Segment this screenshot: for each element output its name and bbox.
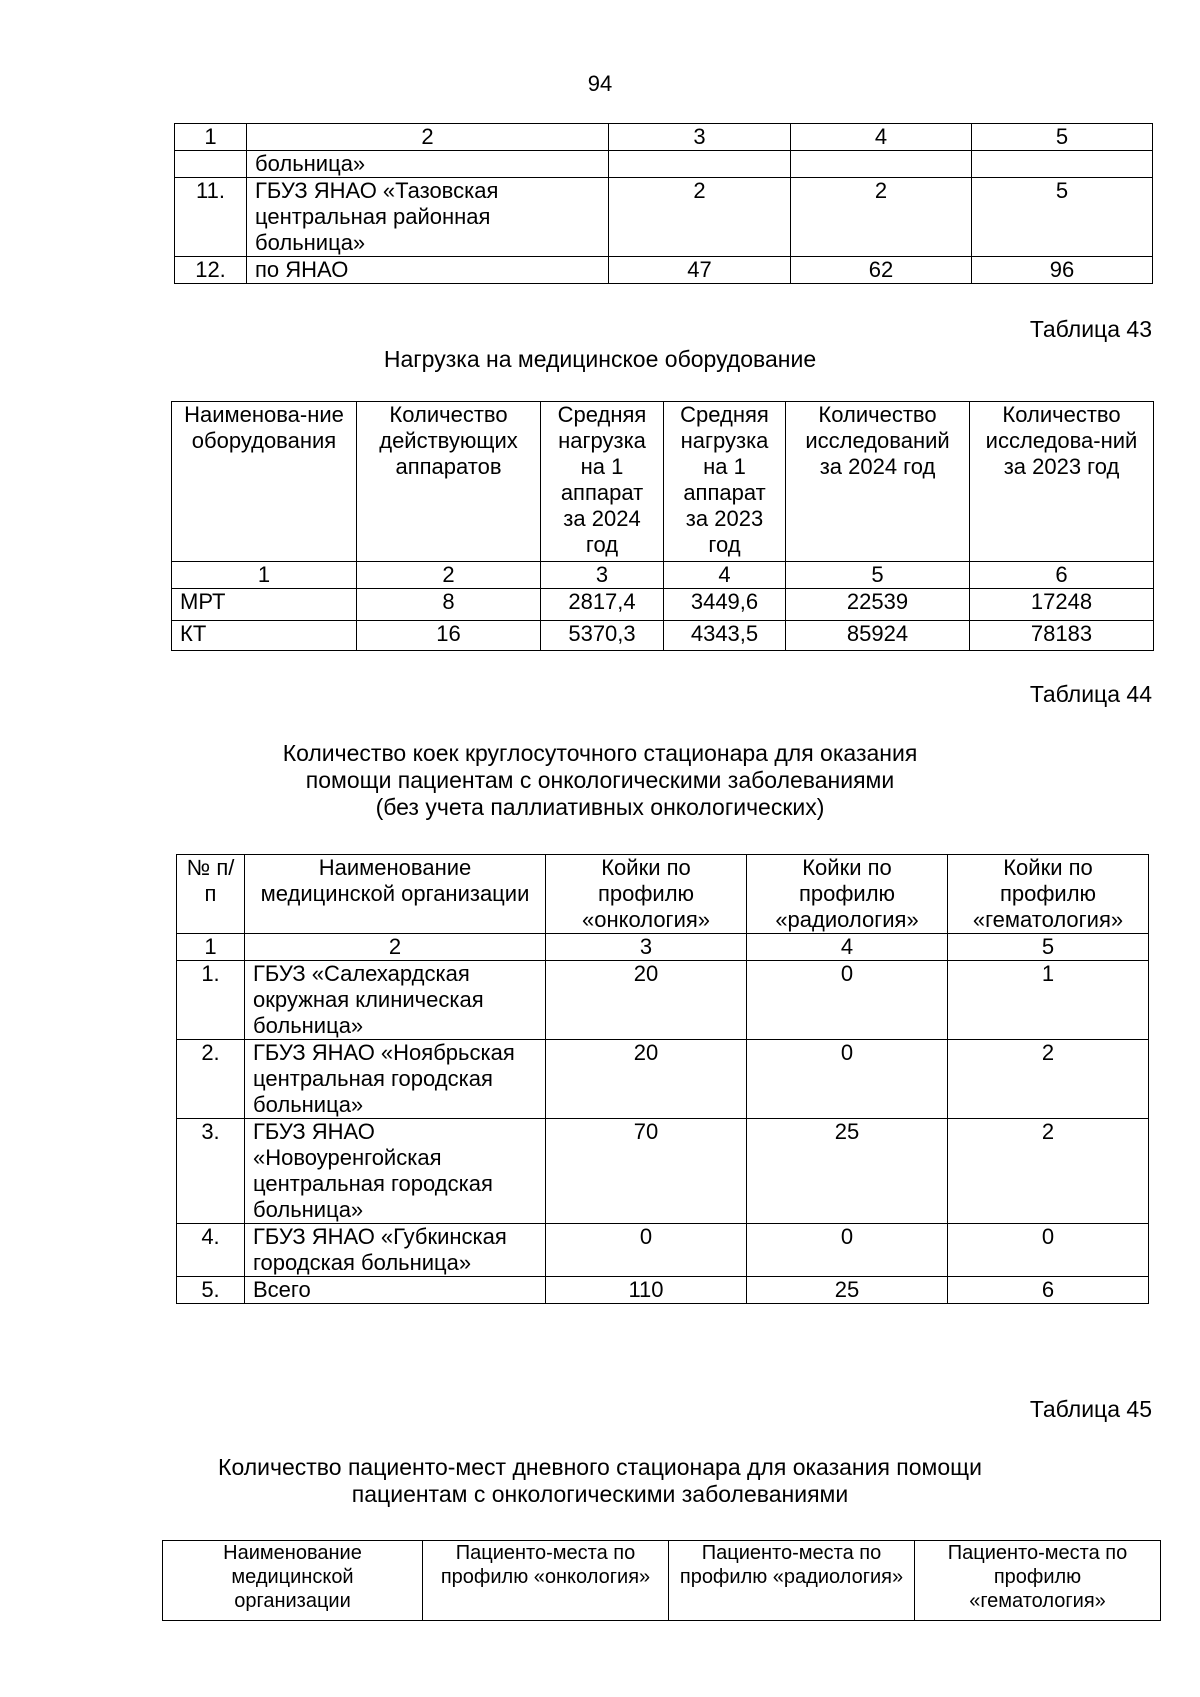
header-cell: Койки по профилю «радиология» [747,855,948,934]
table-cell: 2 [609,178,791,257]
header-cell: Пациенто-места по профилю «онкология» [423,1541,669,1621]
table-cell: МРТ [172,589,357,621]
table-row [172,621,1154,651]
table-row [177,855,1149,934]
table-cell: 2 [245,934,546,961]
table-row [177,1119,1149,1224]
table-cell: 2 [948,1040,1149,1119]
table-row [177,961,1149,1040]
table-row [177,1040,1149,1119]
table-cell: больница» [247,151,609,178]
header-cell: 3 [609,124,791,151]
table-cell: 5370,3 [541,621,664,651]
table-cell: 0 [948,1224,1149,1277]
table-row [172,589,1154,621]
table-cell: ГБУЗ ЯНАО «Тазовская центральная районная больница» [247,178,609,257]
header-cell: Наименование медицинской организации [245,855,546,934]
table-cell: 17248 [970,589,1154,621]
table-cell: 70 [546,1119,747,1224]
table-continuation [174,123,1153,284]
table-cell [791,151,972,178]
table-45 [162,1540,1161,1621]
table-cell: 11. [175,178,247,257]
table-row [175,124,1153,151]
table-cell: 1 [172,562,357,589]
title-line: (без учета паллиативных онкологических) [375,794,825,820]
header-cell: 5 [972,124,1153,151]
table-cell: КТ [172,621,357,651]
table-cell: 22539 [786,589,970,621]
table-cell: 5 [948,934,1149,961]
table-row [175,178,1153,257]
table-43-label: Таблица 43 [1029,316,1152,342]
table-cell: 0 [747,961,948,1040]
table-row [163,1541,1161,1621]
table-cell: 6 [948,1277,1149,1304]
table-cell: 2 [357,562,541,589]
table-cell: ГБУЗ ЯНАО «Ноябрьская центральная городская больница» [245,1040,546,1119]
table-cell: 2. [177,1040,245,1119]
table-row [177,1224,1149,1277]
table-cell: 20 [546,961,747,1040]
table-cell: 96 [972,257,1153,284]
table-cell: 5. [177,1277,245,1304]
table-cell: 85924 [786,621,970,651]
table-cell: 4343,5 [664,621,786,651]
table-cell: 4. [177,1224,245,1277]
table-cell: 2817,4 [541,589,664,621]
table-cell: 20 [546,1040,747,1119]
title-line: пациентам с онкологическими заболеваниями [351,1481,849,1507]
table-cell: 0 [546,1224,747,1277]
table-row [175,151,1153,178]
table-cell: 78183 [970,621,1154,651]
header-cell: Количество исследова-ний за 2023 год [970,402,1154,562]
table-cell: Всего [245,1277,546,1304]
table-cell: 16 [357,621,541,651]
table-cell: ГБУЗ ЯНАО «Новоуренгойская центральная городская больница» [245,1119,546,1224]
table-44 [176,854,1149,1304]
table-43-title: Нагрузка на медицинское оборудование [383,346,817,372]
header-cell: № п/п [177,855,245,934]
table-cell: 0 [747,1224,948,1277]
page-number: 94 [587,71,613,96]
table-cell: 5 [786,562,970,589]
table-cell: 25 [747,1119,948,1224]
table-cell: 8 [357,589,541,621]
header-cell: Количество исследований за 2024 год [786,402,970,562]
table-cell: 6 [970,562,1154,589]
header-cell: Койки по профилю «гематология» [948,855,1149,934]
table-cell: 2 [791,178,972,257]
header-cell: Средняя нагрузка на 1 аппарат за 2024 год [541,402,664,562]
title-line: Количество пациенто-мест дневного стационара для оказания помощи [218,1454,982,1480]
table-cell: 4 [664,562,786,589]
header-cell: Количество действующих аппаратов [357,402,541,562]
header-cell: Пациенто-места по профилю «гематология» [915,1541,1161,1621]
header-cell: Наименование медицинской организации [163,1541,423,1621]
table-row [172,402,1154,562]
header-cell: Пациенто-места по профилю «радиология» [669,1541,915,1621]
table-row [175,257,1153,284]
table-cell [609,151,791,178]
title-line: Количество коек круглосуточного стационара для оказания [282,740,918,766]
table-cell: 1 [948,961,1149,1040]
header-cell: 2 [247,124,609,151]
table-cell: 3. [177,1119,245,1224]
table-row [177,1277,1149,1304]
table-cell: ГБУЗ ЯНАО «Губкинская городская больница» [245,1224,546,1277]
table-43 [171,401,1154,651]
table-cell: 1. [177,961,245,1040]
table-44-title [0,740,1200,821]
header-cell: 4 [791,124,972,151]
table-cell: 1 [177,934,245,961]
table-cell: 25 [747,1277,948,1304]
table-cell: 110 [546,1277,747,1304]
table-cell: 62 [791,257,972,284]
title-line: помощи пациентам с онкологическими заболеваниями [305,767,895,793]
table-cell: 3 [546,934,747,961]
table-row [172,562,1154,589]
table-cell: 2 [948,1119,1149,1224]
table-45-label: Таблица 45 [1029,1396,1152,1422]
table-44-label: Таблица 44 [1029,681,1152,707]
table-cell [175,151,247,178]
table-cell: 12. [175,257,247,284]
table-cell [972,151,1153,178]
table-45-title [0,1454,1200,1508]
table-cell: ГБУЗ «Салехардская окружная клиническая больница» [245,961,546,1040]
header-cell: Средняя нагрузка на 1 аппарат за 2023 год [664,402,786,562]
table-cell: 47 [609,257,791,284]
table-row [177,934,1149,961]
header-cell: Наименова-ние оборудования [172,402,357,562]
table-cell: 3 [541,562,664,589]
table-cell: 4 [747,934,948,961]
header-cell: Койки по профилю «онкология» [546,855,747,934]
table-cell: 5 [972,178,1153,257]
header-cell: 1 [175,124,247,151]
table-cell: 3449,6 [664,589,786,621]
table-cell: по ЯНАО [247,257,609,284]
table-cell: 0 [747,1040,948,1119]
